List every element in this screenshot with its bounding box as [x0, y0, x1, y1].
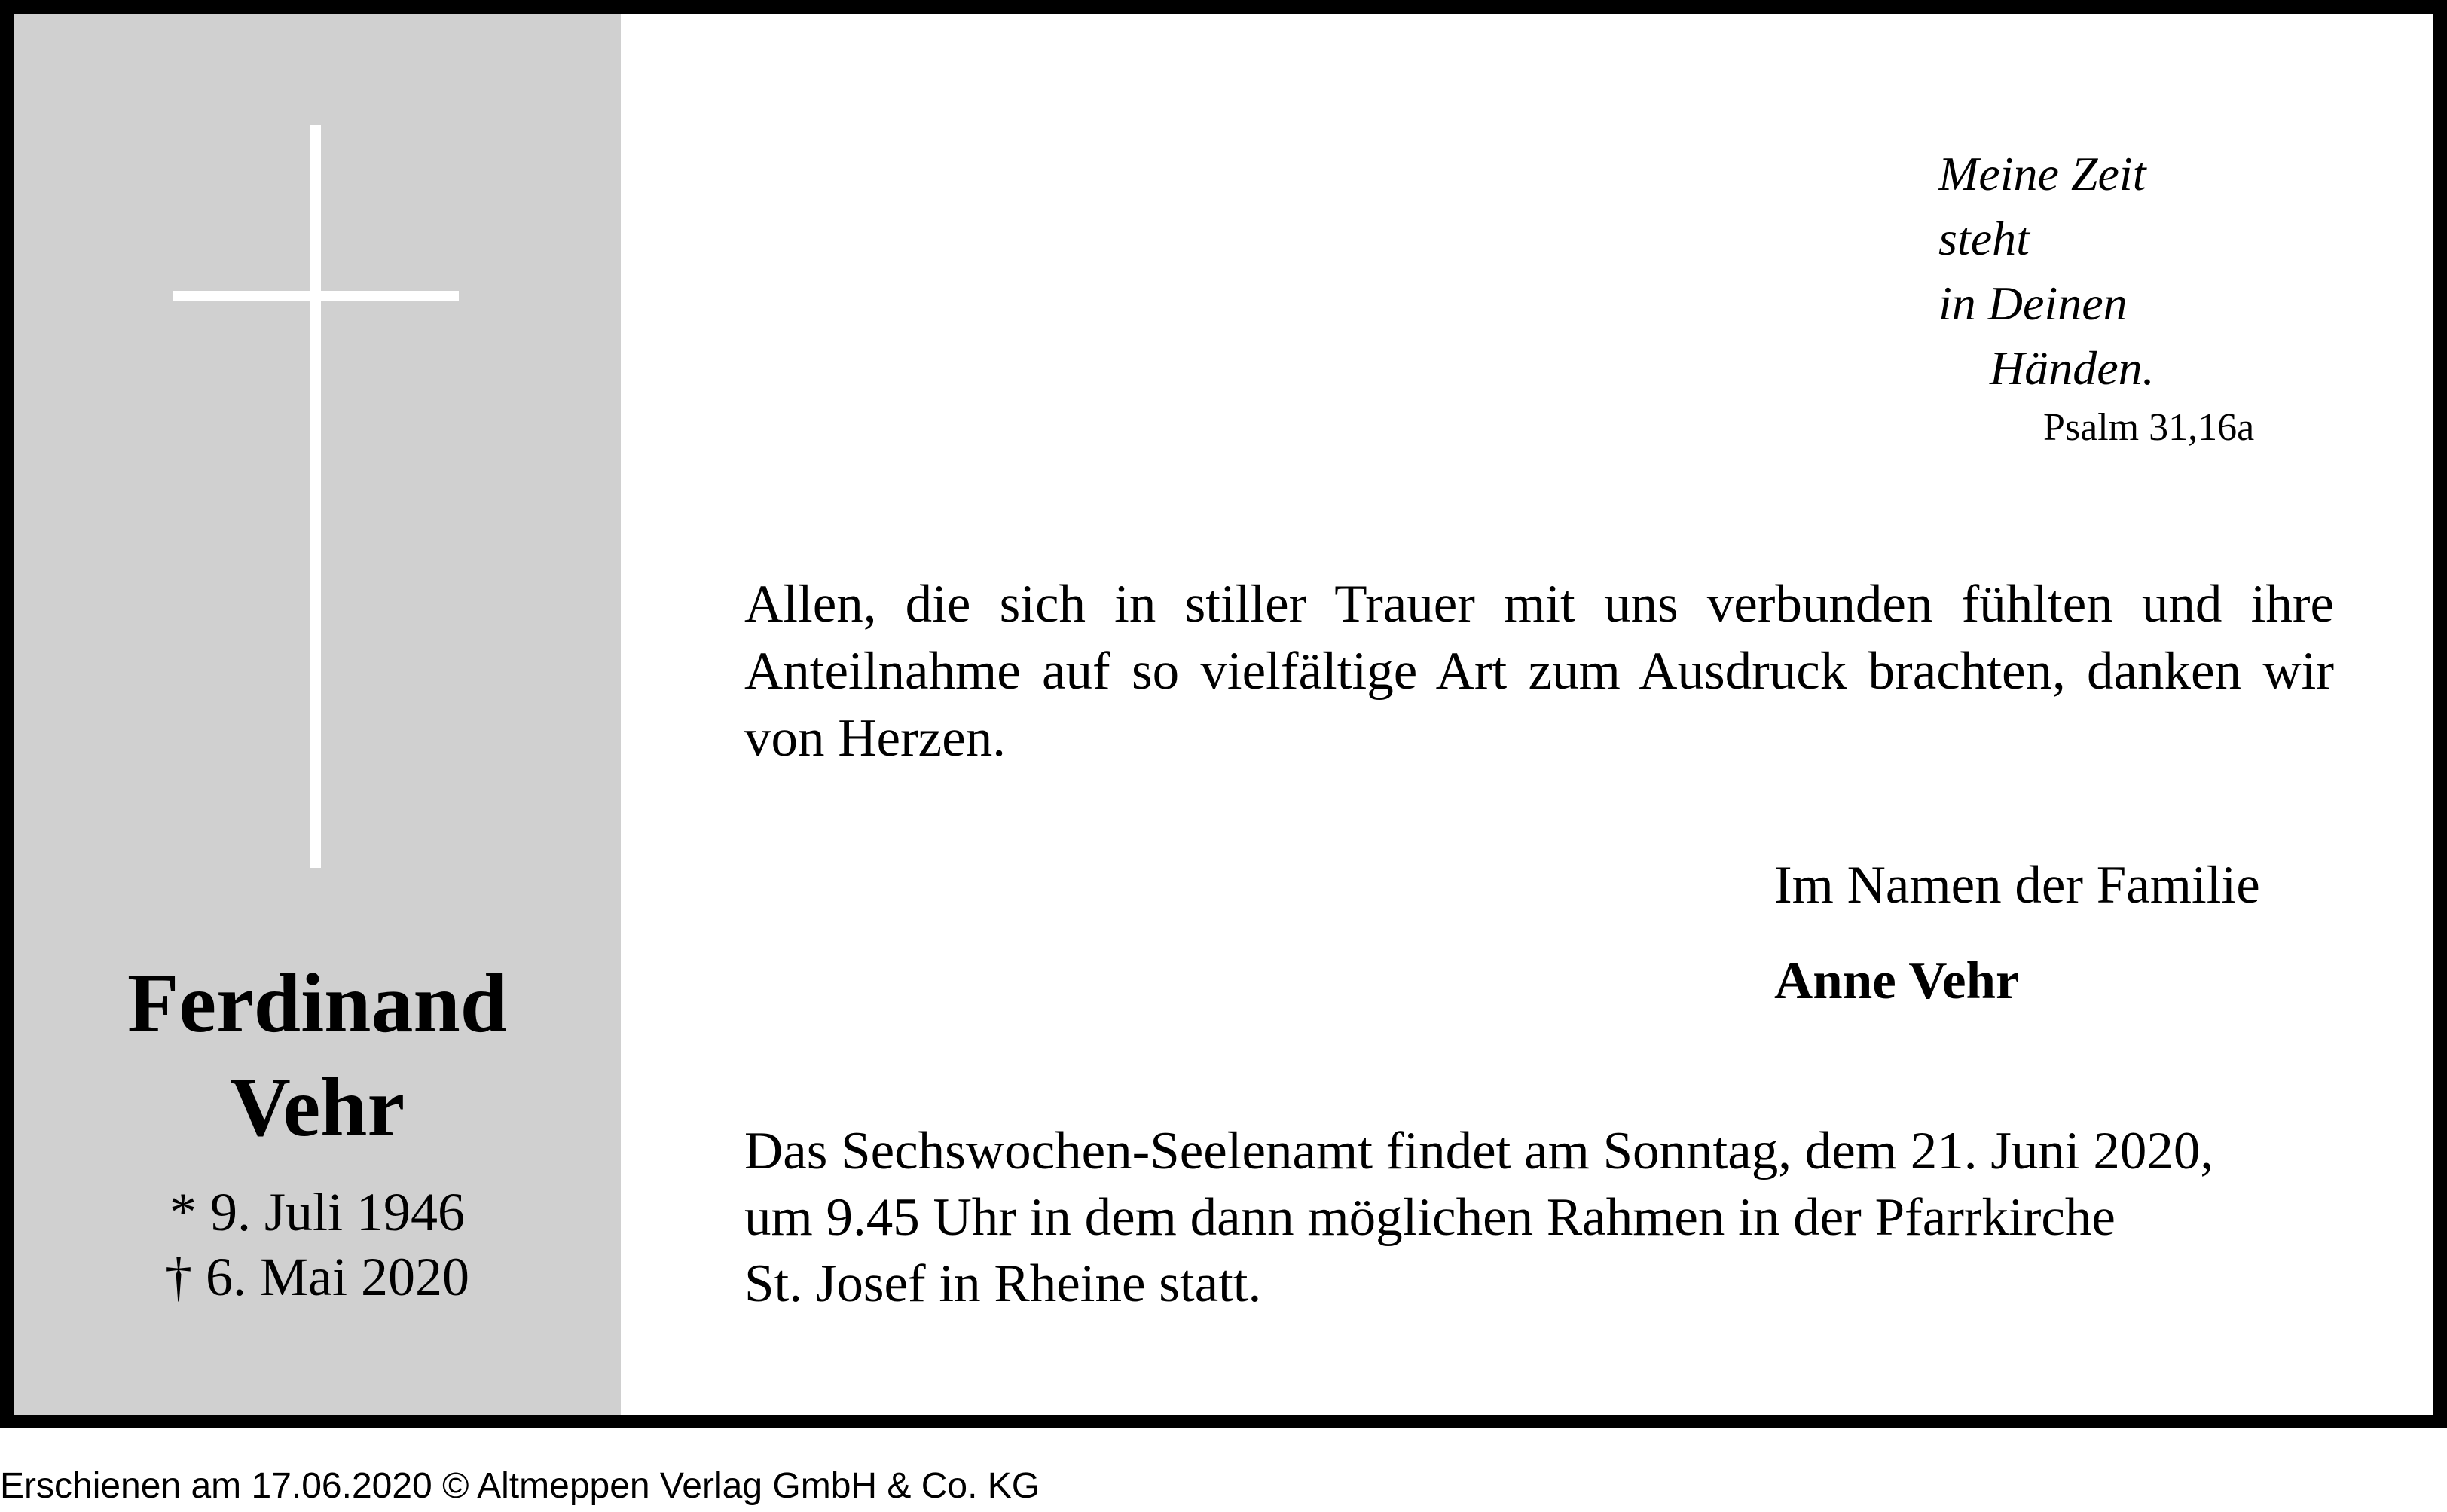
- life-dates: [14, 1180, 621, 1309]
- deceased-name: [14, 951, 621, 1159]
- memorial-sidebar: [14, 14, 621, 1415]
- scripture-quote: [1938, 142, 2155, 401]
- quote-line: Händen.: [1990, 341, 2155, 395]
- death-date: † 6. Mai 2020: [165, 1247, 469, 1307]
- mass-line: Das Sechswochen-Seelenamt findet am Sonntag, dem 21. Juni 2020,: [744, 1122, 2214, 1181]
- cross-icon-vertical-bar: [310, 125, 321, 868]
- deceased-last-name: Vehr: [229, 1061, 405, 1154]
- quote-line: in Deinen: [1938, 276, 2128, 330]
- mass-line: um 9.45 Uhr in dem dann möglichen Rahmen in der Pfarrkirche: [744, 1188, 2116, 1247]
- quote-source: Psalm 31,16a: [2043, 406, 2255, 449]
- quote-line: Meine Zeit: [1938, 147, 2146, 200]
- quote-line: steht: [1938, 212, 2030, 265]
- birth-date: * 9. Juli 1946: [169, 1182, 466, 1242]
- mass-line: St. Josef in Rheine statt.: [744, 1254, 1262, 1313]
- memorial-mass-announcement: [744, 1118, 2342, 1317]
- cross-icon-horizontal-bar: [173, 291, 459, 301]
- thanks-paragraph: Allen, die sich in stiller Trauer mit uns verbunden fühlten und ihre Anteilnahme auf so vielfältige Art zum Ausdruck brachten, danken wir von Herzen.: [744, 575, 2334, 768]
- signer-name: Anne Vehr: [1774, 951, 2020, 1010]
- publication-footer: Erschienen am 17.06.2020 © Altmeppen Verlag GmbH & Co. KG: [0, 1466, 1040, 1506]
- deceased-first-name: Ferdinand: [127, 957, 508, 1050]
- closing-line: Im Namen der Familie: [1774, 856, 2260, 915]
